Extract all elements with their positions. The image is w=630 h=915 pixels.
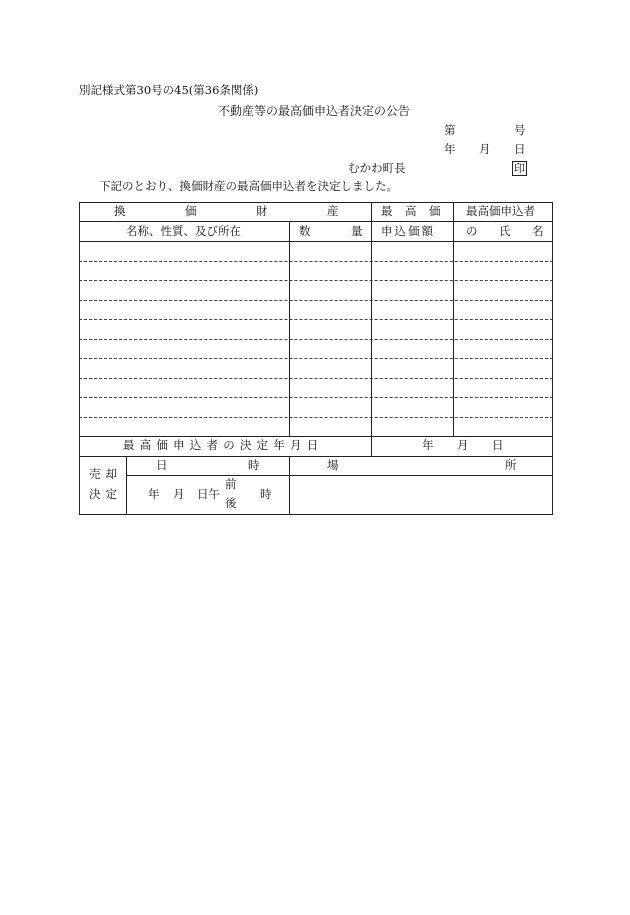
header-price-3: 価 (429, 204, 441, 218)
header-property-3: 財 (256, 204, 268, 218)
header-price-2: 高 (405, 204, 417, 218)
sale-label-top: 売却 (89, 467, 122, 481)
date-day: 日 (514, 142, 526, 156)
header-property-1: 換 (114, 204, 126, 218)
sale-date-month: 月 (173, 487, 185, 501)
header-property-4: 産 (327, 204, 339, 218)
sale-date-year: 年 (148, 487, 160, 501)
form-reference: 別記様式第30号の45(第36条関係) (79, 83, 259, 97)
intro-text: 下記のとおり、換価財産の最高価申込者を決定しました。 (99, 179, 398, 193)
header-property-2: 価 (185, 204, 197, 218)
date-month: 月 (479, 142, 491, 156)
sale-label-bottom: 決定 (89, 487, 122, 501)
subheader-qty-1: 数 (299, 224, 311, 238)
number-prefix: 第 (444, 123, 456, 137)
place-header-2: 所 (505, 458, 517, 472)
seal-text: 印 (514, 162, 525, 175)
header-price-1: 最 (381, 204, 393, 218)
subheader-qty-2: 量 (351, 224, 363, 238)
date-year: 年 (444, 142, 456, 156)
subheader-bidder-3: 名 (532, 224, 544, 238)
decision-date-month: 月 (457, 438, 469, 452)
decision-date-label: 最高価申込者の決定年月日 (123, 438, 324, 452)
subheader-bidder-1: の (466, 224, 478, 238)
subheader-name: 名称、性質、及び所在 (126, 224, 241, 238)
subheader-bidder-2: 氏 (499, 224, 511, 238)
decision-date-day: 日 (492, 438, 504, 452)
seal-mark (512, 161, 527, 176)
place-header-1: 場 (327, 458, 339, 472)
number-suffix: 号 (514, 123, 526, 137)
sale-pm-mark: 後 (225, 496, 237, 510)
subheader-price: 申込価額 (381, 224, 435, 238)
header-bidder: 最高価申込者 (466, 204, 535, 218)
issuer-name: むかわ町長 (348, 161, 406, 175)
sale-am-mark: 前 (225, 477, 237, 491)
sale-hour-unit: 時 (260, 487, 272, 501)
page-title: 不動産等の最高価申込者決定の公告 (218, 104, 411, 118)
datetime-header-2: 時 (248, 458, 260, 472)
datetime-header-1: 日 (156, 458, 168, 472)
decision-date-year: 年 (422, 438, 434, 452)
sale-date-day-noon: 日午 (197, 487, 220, 501)
